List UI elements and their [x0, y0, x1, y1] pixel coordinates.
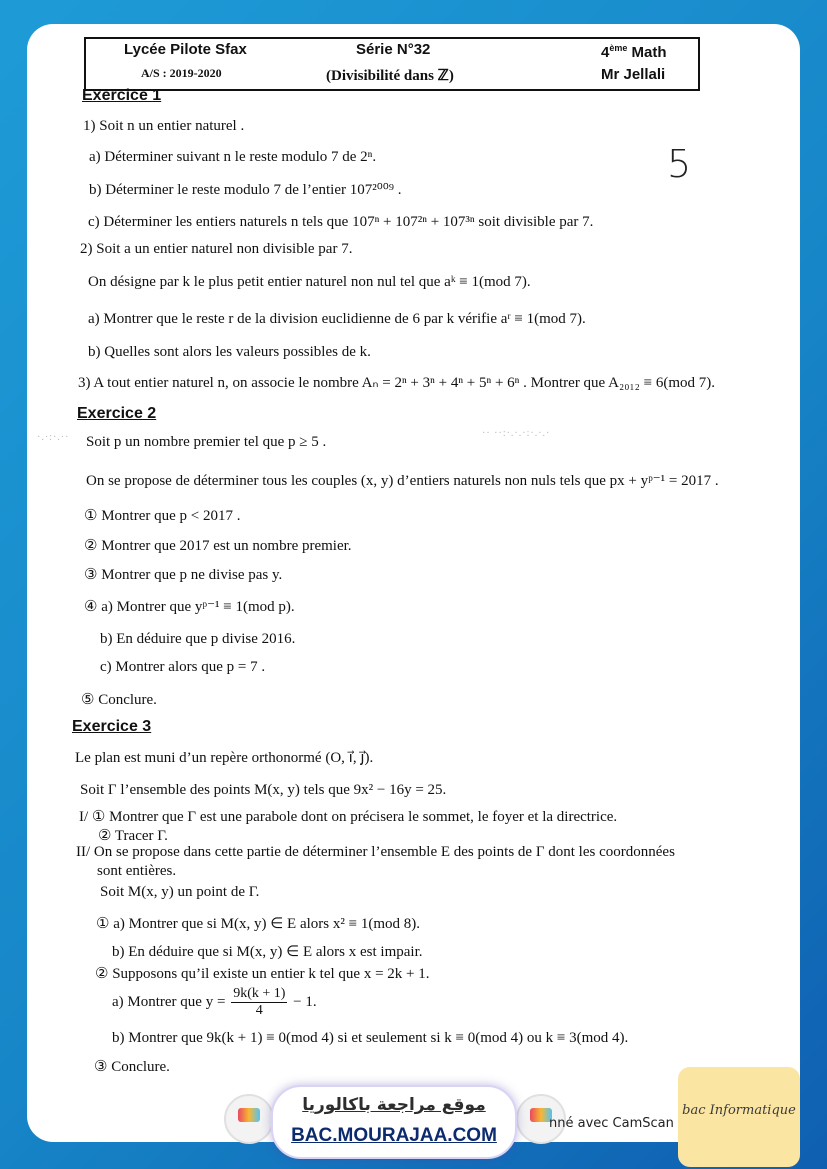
ex3-line-12: b) Montrer que 9k(k + 1) ≡ 0(mod 4) si et seulement si k ≡ 0(mod 4) ou k ≡ 3(mod 4). [112, 1030, 629, 1046]
banner-url-link[interactable]: BAC.MOURAJAA.COM [291, 1125, 497, 1146]
ex1-line-1: 1) Soit n un entier naturel . [83, 118, 245, 134]
ex2-line-8: c) Montrer alors que p = 7 . [100, 659, 266, 675]
fraction [231, 986, 287, 1019]
fraction-prefix: a) Montrer que y = [112, 993, 226, 1010]
class-suffix: ème [609, 43, 628, 53]
ex3-line-1: Le plan est muni d’un repère orthonormé (O, i⃗, j⃗). [75, 750, 374, 766]
ex1-line-7: a) Montrer que le reste r de la division euclidienne de 6 par k vérifie aʳ ≡ 1(mod 7). [88, 311, 586, 327]
ex3-line-4: ② Tracer Γ. [98, 828, 168, 844]
ex2-line-9: ⑤ Conclure. [81, 692, 157, 708]
ex2-line-3: ① Montrer que p < 2017 . [84, 508, 241, 524]
handwritten-score: 5 [667, 142, 692, 186]
ex3-line-7: Soit M(x, y) un point de Γ. [100, 884, 260, 900]
exercise-2-title: Exercice 2 [77, 405, 157, 422]
exam-sheet [27, 24, 800, 1142]
ex3-line-6: sont entières. [97, 863, 177, 879]
ex1-line-6: On désigne par k le plus petit entier naturel non nul tel que aᵏ ≡ 1(mod 7). [88, 274, 531, 290]
serie-title: Série N°32 [356, 41, 431, 58]
ex2-line-5: ③ Montrer que p ne divise pas y. [84, 567, 283, 583]
exercise-3-title: Exercice 3 [72, 718, 152, 735]
ex1-line-2: a) Déterminer suivant n le reste modulo 7 de 2ⁿ. [89, 149, 377, 165]
ex3-line-8: ① a) Montrer que si M(x, y) ∈ E alors x² ≡ 1(mod 8). [96, 916, 420, 932]
ex3-line-5: II/ On se propose dans cette partie de déterminer l’ensemble E des points de Γ dont les coordonnées [76, 844, 675, 860]
site-logo-left [224, 1094, 274, 1144]
ex3-line-9: b) En déduire que si M(x, y) ∈ E alors x est impair. [112, 944, 423, 960]
bac-informatique-badge [678, 1067, 800, 1167]
ex1-line-4: c) Déterminer les entiers naturels n tels que 107ⁿ + 107²ⁿ + 107³ⁿ soit divisible par 7. [88, 214, 594, 230]
class-number: 4 [601, 44, 610, 61]
exercise-1-title: Exercice 1 [82, 87, 162, 104]
fraction-numerator: 9k(k + 1) [233, 986, 286, 1001]
ex2-line-6: ④ a) Montrer que yᵖ⁻¹ ≡ 1(mod p). [84, 599, 295, 615]
camscanner-watermark: nné avec CamScan [549, 1116, 674, 1131]
ex3-line-13: ③ Conclure. [94, 1059, 170, 1075]
scan-noise: ·· ··:·.·.·:·.·.· [482, 428, 551, 439]
badge-text: bac Informatique [682, 1103, 796, 1118]
scan-noise: ·.·:·.·· [37, 432, 70, 443]
ex3-line-3: I/ ① Montrer que Γ est une parabole dont on précisera le sommet, le foyer et la directrice. [79, 809, 618, 825]
class-name: Math [627, 44, 667, 61]
ex1-line-3: b) Déterminer le reste modulo 7 de l’entier 107²⁰⁰⁹ . [89, 182, 402, 198]
ex1-line-9: 3) A tout entier naturel n, on associe le nombre Aₙ = 2ⁿ + 3ⁿ + 4ⁿ + 5ⁿ + 6ⁿ . Montrer que A₂₀₁₂ ≡ 6(mod 7). [78, 375, 716, 391]
ex2-line-2: On se propose de déterminer tous les couples (x, y) d’entiers naturels non nuls tels que px + yᵖ⁻¹ = 2017 . [86, 473, 719, 489]
logo-icon [238, 1108, 260, 1122]
fraction-denominator: 4 [255, 1003, 263, 1018]
school-name: Lycée Pilote Sfax [124, 41, 247, 58]
ex1-line-8: b) Quelles sont alors les valeurs possibles de k. [88, 344, 371, 360]
ex3-line-10: ② Supposons qu’il existe un entier k tel que x = 2k + 1. [95, 966, 430, 982]
ex3-line-2: Soit Γ l’ensemble des points M(x, y) tels que 9x² − 16y = 25. [80, 782, 447, 798]
ex2-line-7: b) En déduire que p divise 2016. [100, 631, 296, 647]
ex2-line-4: ② Montrer que 2017 est un nombre premier. [84, 538, 352, 554]
fraction-suffix: − 1. [293, 993, 317, 1010]
ex3-line-11 [112, 986, 317, 1019]
class-label [601, 43, 667, 61]
ex1-line-5: 2) Soit a un entier naturel non divisible par 7. [80, 241, 353, 257]
header-box [84, 37, 700, 91]
serie-subtitle: (Divisibilité dans ℤ) [326, 68, 454, 84]
school-year: A/S : 2019-2020 [141, 66, 222, 80]
banner-arabic-title: موقع مراجعة باكالوريا [302, 1095, 486, 1115]
ex2-line-1: Soit p un nombre premier tel que p ≥ 5 . [86, 434, 327, 450]
site-banner[interactable] [271, 1085, 517, 1159]
teacher-name: Mr Jellali [601, 66, 666, 83]
